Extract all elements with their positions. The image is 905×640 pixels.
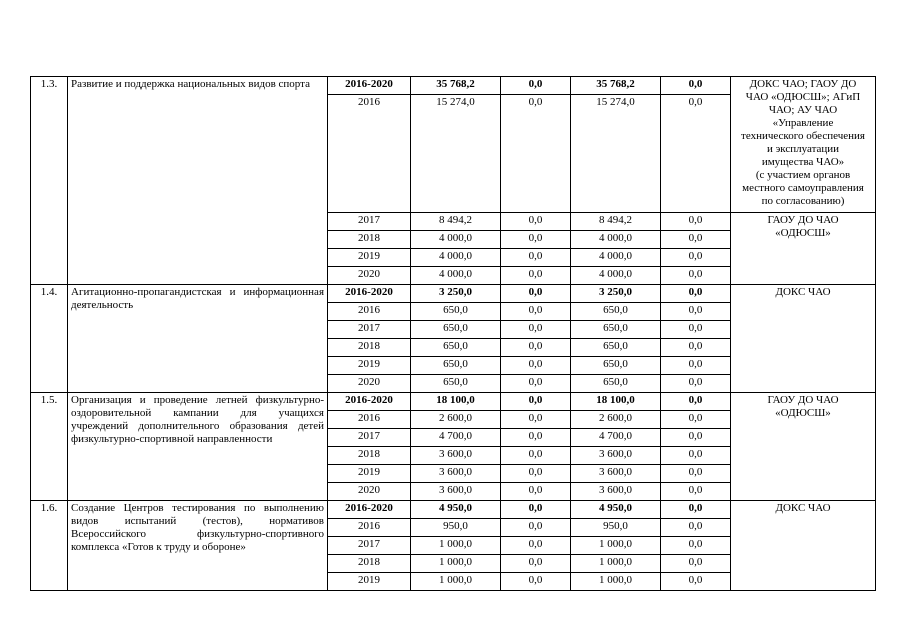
year-cell: 2016	[328, 519, 411, 537]
value-cell-c4: 0,0	[661, 267, 731, 285]
value-cell-c2: 0,0	[501, 357, 571, 375]
value-cell-c3: 3 600,0	[571, 483, 661, 501]
value-cell-c1: 4 000,0	[411, 231, 501, 249]
value-cell-c1: 650,0	[411, 375, 501, 393]
value-cell-c3: 650,0	[571, 321, 661, 339]
item-number: 1.4.	[31, 285, 68, 393]
value-cell-c4: 0,0	[661, 501, 731, 519]
responsible-line: «ОДЮСШ»	[775, 227, 831, 239]
value-cell-c2: 0,0	[501, 213, 571, 231]
value-cell-c2: 0,0	[501, 249, 571, 267]
responsible-line: «Управление	[772, 117, 834, 129]
value-cell-c4: 0,0	[661, 213, 731, 231]
responsible-line: по согласованию)	[761, 195, 845, 207]
value-cell-c2: 0,0	[501, 429, 571, 447]
value-cell-c4: 0,0	[661, 249, 731, 267]
value-cell-c1: 18 100,0	[411, 393, 501, 411]
value-cell-c4: 0,0	[661, 465, 731, 483]
responsible-line: ДОКС ЧАО; ГАОУ ДО	[749, 78, 857, 90]
value-cell-c1: 4 000,0	[411, 249, 501, 267]
responsible-cell	[731, 285, 876, 393]
value-cell-c4: 0,0	[661, 231, 731, 249]
responsible-line: и эксплуатации	[766, 143, 840, 155]
value-cell-c2: 0,0	[501, 231, 571, 249]
value-cell-c2: 0,0	[501, 285, 571, 303]
value-cell-c2: 0,0	[501, 555, 571, 573]
period-cell: 2016-2020	[328, 77, 411, 95]
year-cell: 2019	[328, 573, 411, 591]
value-cell-c4: 0,0	[661, 339, 731, 357]
responsible-cell	[731, 213, 876, 285]
value-cell-c1: 1 000,0	[411, 537, 501, 555]
value-cell-c2: 0,0	[501, 321, 571, 339]
value-cell-c2: 0,0	[501, 537, 571, 555]
responsible-line: ЧАО «ОДЮСШ»; АГиП	[745, 91, 861, 103]
value-cell-c3: 35 768,2	[571, 77, 661, 95]
value-cell-c2: 0,0	[501, 501, 571, 519]
table-row-total	[31, 77, 876, 95]
responsible-cell	[731, 393, 876, 501]
year-cell: 2016	[328, 411, 411, 429]
year-cell: 2017	[328, 429, 411, 447]
value-cell-c2: 0,0	[501, 411, 571, 429]
value-cell-c1: 650,0	[411, 357, 501, 375]
value-cell-c3: 3 600,0	[571, 465, 661, 483]
value-cell-c4: 0,0	[661, 393, 731, 411]
value-cell-c3: 1 000,0	[571, 537, 661, 555]
value-cell-c2: 0,0	[501, 465, 571, 483]
item-number: 1.5.	[31, 393, 68, 501]
value-cell-c3: 650,0	[571, 357, 661, 375]
year-cell: 2016	[328, 95, 411, 213]
responsible-line: технического обеспечения	[741, 130, 865, 142]
value-cell-c1: 1 000,0	[411, 555, 501, 573]
year-cell: 2018	[328, 339, 411, 357]
value-cell-c3: 8 494,2	[571, 213, 661, 231]
item-number: 1.3.	[31, 77, 68, 285]
value-cell-c4: 0,0	[661, 429, 731, 447]
value-cell-c3: 18 100,0	[571, 393, 661, 411]
year-cell: 2018	[328, 555, 411, 573]
table-row-total	[31, 285, 876, 303]
period-cell: 2016-2020	[328, 285, 411, 303]
value-cell-c2: 0,0	[501, 447, 571, 465]
year-cell: 2019	[328, 249, 411, 267]
value-cell-c3: 4 950,0	[571, 501, 661, 519]
value-cell-c2: 0,0	[501, 519, 571, 537]
value-cell-c1: 4 000,0	[411, 267, 501, 285]
year-cell: 2020	[328, 267, 411, 285]
item-number: 1.6.	[31, 501, 68, 591]
table-body	[31, 77, 876, 591]
value-cell-c1: 1 000,0	[411, 573, 501, 591]
value-cell-c1: 35 768,2	[411, 77, 501, 95]
value-cell-c1: 3 600,0	[411, 483, 501, 501]
responsible-line: ГАОУ ДО ЧАО	[767, 214, 839, 226]
value-cell-c3: 650,0	[571, 303, 661, 321]
responsible-line: местного самоуправления	[742, 182, 864, 194]
value-cell-c4: 0,0	[661, 447, 731, 465]
item-description: Развитие и поддержка национальных видов спорта	[68, 77, 328, 285]
year-cell: 2020	[328, 483, 411, 501]
responsible-cell	[731, 77, 876, 213]
responsible-line: ДОКС ЧАО	[775, 502, 831, 514]
year-cell: 2018	[328, 231, 411, 249]
value-cell-c4: 0,0	[661, 573, 731, 591]
value-cell-c4: 0,0	[661, 555, 731, 573]
period-cell: 2016-2020	[328, 393, 411, 411]
item-description: Организация и проведение летней физкультурно-оздоровительной кампании для учащихся учреждений дополнительного образования детей физкультурно-спортивной направленности	[68, 393, 328, 501]
value-cell-c2: 0,0	[501, 483, 571, 501]
responsible-line: ГАОУ ДО ЧАО	[767, 394, 839, 406]
responsible-line: ДОКС ЧАО	[775, 286, 831, 298]
item-description: Создание Центров тестирования по выполнению видов испытаний (тестов), нормативов Всероссийского физкультурно-спортивного комплекса «Готов к труду и обороне»	[68, 501, 328, 591]
year-cell: 2020	[328, 375, 411, 393]
value-cell-c3: 4 000,0	[571, 231, 661, 249]
value-cell-c4: 0,0	[661, 375, 731, 393]
value-cell-c1: 4 950,0	[411, 501, 501, 519]
value-cell-c3: 2 600,0	[571, 411, 661, 429]
value-cell-c3: 1 000,0	[571, 573, 661, 591]
value-cell-c3: 4 000,0	[571, 249, 661, 267]
value-cell-c4: 0,0	[661, 95, 731, 213]
value-cell-c1: 15 274,0	[411, 95, 501, 213]
value-cell-c1: 950,0	[411, 519, 501, 537]
value-cell-c3: 3 250,0	[571, 285, 661, 303]
value-cell-c1: 3 250,0	[411, 285, 501, 303]
responsible-line: «ОДЮСШ»	[775, 407, 831, 419]
value-cell-c4: 0,0	[661, 411, 731, 429]
value-cell-c3: 4 700,0	[571, 429, 661, 447]
value-cell-c4: 0,0	[661, 285, 731, 303]
value-cell-c1: 650,0	[411, 321, 501, 339]
value-cell-c4: 0,0	[661, 519, 731, 537]
program-table	[30, 76, 876, 591]
responsible-line: ЧАО; АУ ЧАО	[768, 104, 838, 116]
value-cell-c4: 0,0	[661, 537, 731, 555]
value-cell-c4: 0,0	[661, 77, 731, 95]
value-cell-c1: 3 600,0	[411, 465, 501, 483]
value-cell-c2: 0,0	[501, 573, 571, 591]
value-cell-c2: 0,0	[501, 375, 571, 393]
value-cell-c1: 650,0	[411, 303, 501, 321]
year-cell: 2017	[328, 537, 411, 555]
value-cell-c4: 0,0	[661, 321, 731, 339]
responsible-line: (с участием органов	[755, 169, 851, 181]
year-cell: 2017	[328, 321, 411, 339]
value-cell-c3: 650,0	[571, 339, 661, 357]
value-cell-c2: 0,0	[501, 77, 571, 95]
value-cell-c1: 4 700,0	[411, 429, 501, 447]
responsible-line: имущества ЧАО»	[761, 156, 845, 168]
responsible-cell	[731, 501, 876, 591]
value-cell-c3: 950,0	[571, 519, 661, 537]
value-cell-c1: 2 600,0	[411, 411, 501, 429]
year-cell: 2019	[328, 357, 411, 375]
year-cell: 2019	[328, 465, 411, 483]
value-cell-c3: 15 274,0	[571, 95, 661, 213]
value-cell-c2: 0,0	[501, 95, 571, 213]
value-cell-c3: 4 000,0	[571, 267, 661, 285]
value-cell-c1: 650,0	[411, 339, 501, 357]
year-cell: 2017	[328, 213, 411, 231]
value-cell-c2: 0,0	[501, 303, 571, 321]
value-cell-c4: 0,0	[661, 303, 731, 321]
period-cell: 2016-2020	[328, 501, 411, 519]
table-row-total	[31, 393, 876, 411]
value-cell-c2: 0,0	[501, 393, 571, 411]
value-cell-c1: 3 600,0	[411, 447, 501, 465]
year-cell: 2018	[328, 447, 411, 465]
value-cell-c3: 650,0	[571, 375, 661, 393]
value-cell-c2: 0,0	[501, 267, 571, 285]
item-description: Агитационно-пропагандистская и информационная деятельность	[68, 285, 328, 393]
value-cell-c3: 3 600,0	[571, 447, 661, 465]
value-cell-c4: 0,0	[661, 357, 731, 375]
table-row-total	[31, 501, 876, 519]
value-cell-c3: 1 000,0	[571, 555, 661, 573]
value-cell-c2: 0,0	[501, 339, 571, 357]
value-cell-c1: 8 494,2	[411, 213, 501, 231]
year-cell: 2016	[328, 303, 411, 321]
value-cell-c4: 0,0	[661, 483, 731, 501]
